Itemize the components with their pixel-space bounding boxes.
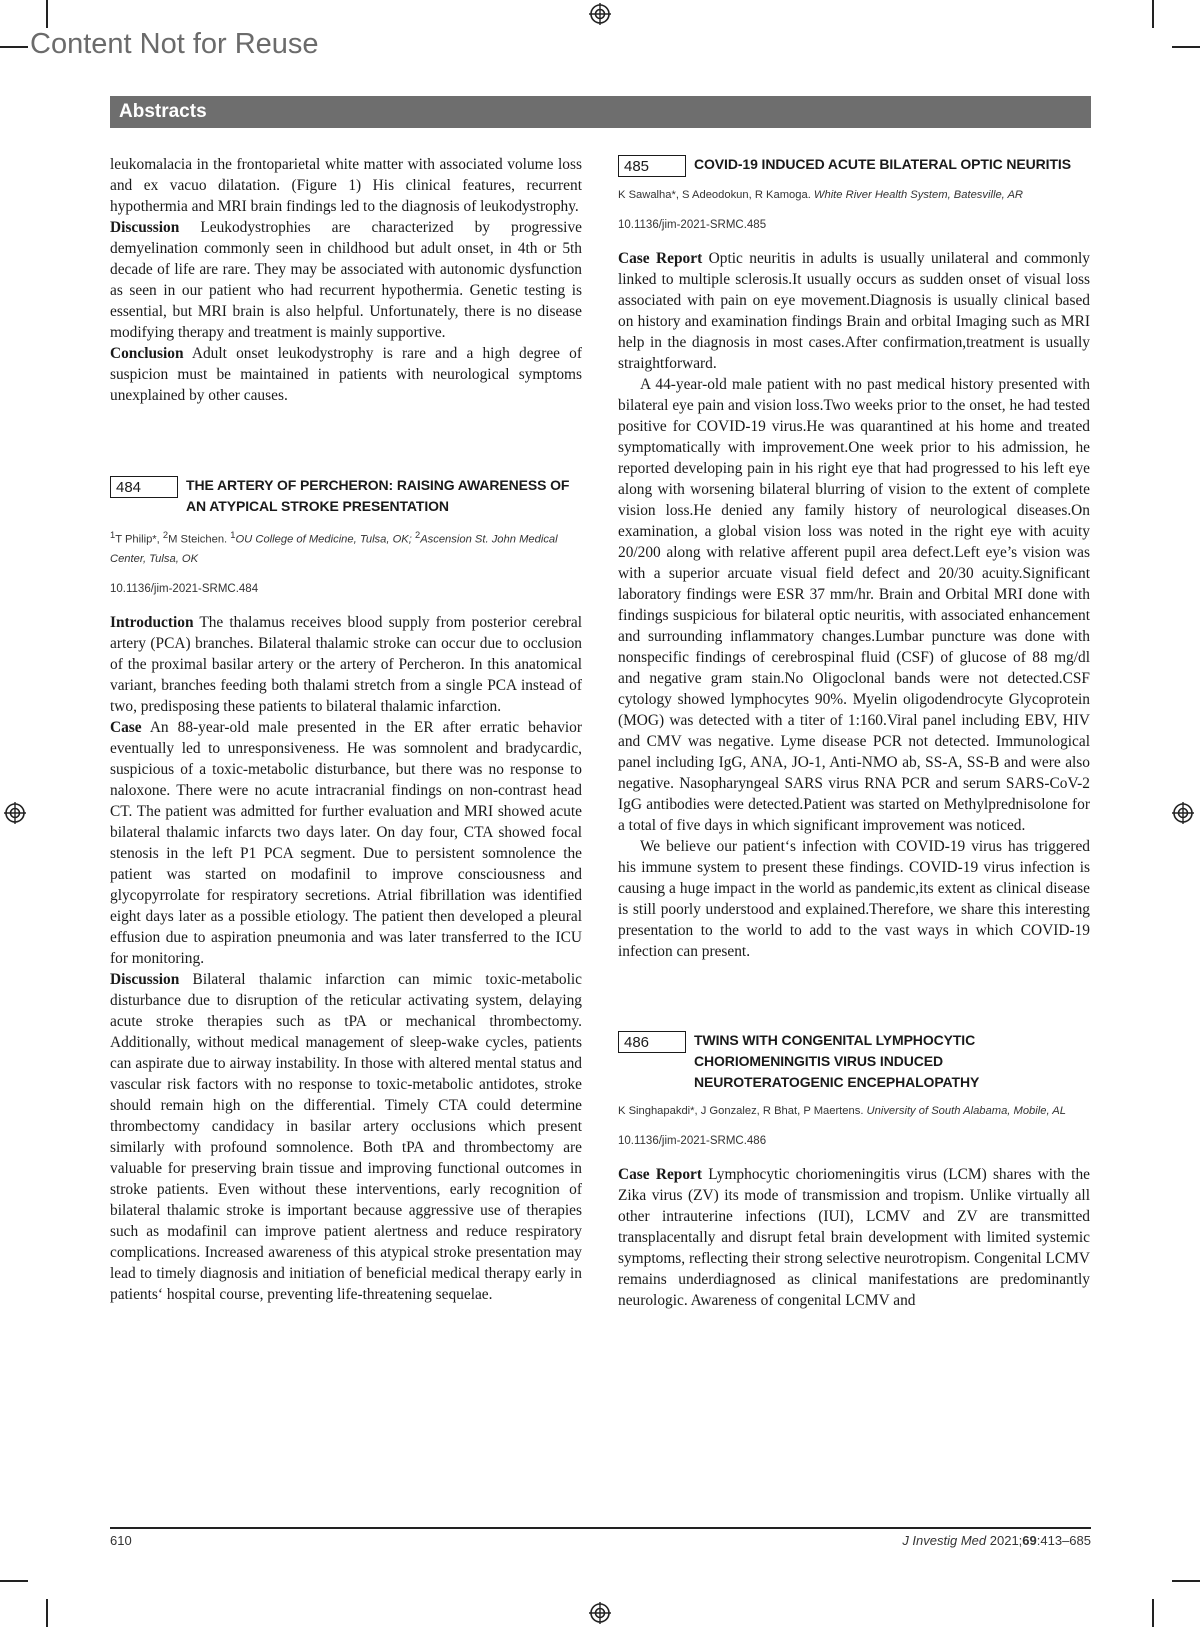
- body-paragraph: Conclusion Adult onset leukodystrophy is rare and a high degree of suspicion must be maintained in patients with neurological symptoms unexplained by other causes.: [110, 345, 582, 404]
- body-paragraph: A 44-year-old male patient with no past medical history presented with bilateral eye pain and vision loss.Two weeks prior to the onset, he had tested positive for COVID-19 virus.He was quarantined at his home and treated symptomatically with improvement.One week prior to his admission, he reported developing pain in his right eye that had progressed to his left eye along with worsening bilateral blurring of vision to the extent of complete vision loss.He denied any family history of neurological diseases.On examination, a global vision loss was noted in the right eye with acuity 20/200 along with relative afferent pupil area defect.Left eye’s vision was with a superior arcuate visual field defect and 20/30 acuity.Significant laboratory findings were ESR 37 mm/hr. Brain and Orbital MRI done with findings suspicious for bilateral optic neuritis, with associated enhancement and surrounding inflammatory changes.Lumbar puncture was done with nonspecific findings of cerebrospinal fluid (CSF) of glucose of 88 mg/dl and negative gram stain.No Oligoclonal bands were not detected.CSF cytology showed lymphocytes 90%. Myelin oligodendrocyte Glycoprotein (MOG) was detected with a titer of 1:160.Viral panel including EBV, HIV and CMV was negative. Lyme disease PCR not detected. Immunological panel including IgG, ANA, JO-1, Anti-NMO ab, SS-A, SS-B and were also negative. Nasopharyngeal SARS virus RNA PCR and serum SARS-CoV-2 IgG antibodies were detected.Patient was started on Methylprednisolone for a total of five days in which significant improvement was noticed.: [618, 376, 1090, 834]
- abstract-header: [110, 475, 582, 517]
- body-paragraph: Case Report Optic neuritis in adults is usually unilateral and commonly linked to multiple sclerosis.It usually occurs as sudden onset of visual loss associated with pain on eye movement.Diagnosis is usually clinical based on history and examination findings Brain and orbital Imaging such as MRI help in the diagnosis in most cases.After confirmation,treatment is usually straightforward.: [618, 250, 1090, 372]
- crop-mark: [1172, 46, 1200, 48]
- abstract-number: 484: [110, 476, 178, 498]
- crop-mark: [1152, 0, 1154, 28]
- abstract-header: [618, 1030, 1090, 1093]
- registration-mark-icon: [4, 802, 26, 824]
- body-paragraph: Discussion Leukodystrophies are characterized by progressive demyelination commonly seen in childhood but adult onset, in 4th or 5th decade of life are rare. They may be associated with autonomic dysfunction as seen in our patient who had recurrent hypothermia. Genetic testing is essential, but MRI brain is also helpful. Unfortunately, there is no disease modifying therapy and treatment is mainly supportive.: [110, 219, 582, 341]
- watermark: Content Not for Reuse: [30, 28, 319, 60]
- crop-mark: [1172, 1580, 1200, 1582]
- body-paragraph: Case Report Lymphocytic choriomeningitis virus (LCM) shares with the Zika virus (ZV) its mode of transmission and tropism. Unlike virtually all other intrauterine infections (IUI), LCMV and ZV are transmitted transplacentally and disrupt fetal brain development with limited systemic symptoms, reflecting their strong selective neurotropism. Congenital LCMV remains underdiagnosed as clinical manifestations are predominantly neurologic. Awareness of congenital LCMV and: [618, 1166, 1090, 1309]
- doi: 10.1136/jim-2021-SRMC.484: [110, 582, 259, 595]
- footer-rule: [110, 1527, 1091, 1529]
- abstract-number: 486: [618, 1031, 686, 1053]
- journal-citation: J Investig Med 2021;69:413–685: [902, 1533, 1091, 1548]
- body-paragraph: We believe our patient‘s infection with COVID-19 virus has triggered his immune system to present these findings. COVID-19 virus infection is causing a huge impact in the world as pandemic,its extent as clinical disease is still poorly understood and explained.Therefore, we share this interesting presentation to the world to add to the vast ways in which COVID-19 infection can present.: [618, 838, 1090, 960]
- crop-mark: [46, 0, 48, 28]
- registration-mark-icon: [589, 1602, 611, 1624]
- doi: 10.1136/jim-2021-SRMC.485: [618, 219, 767, 231]
- registration-mark-icon: [589, 3, 611, 25]
- author-list: K Sawalha*, S Adeodokun, R Kamoga. White River Health System, Batesville, AR: [618, 189, 1024, 201]
- section-title: Abstracts: [119, 101, 207, 122]
- crop-mark: [0, 1580, 28, 1582]
- abstract-title: THE ARTERY OF PERCHERON: RAISING AWARENESS OF AN ATYPICAL STROKE PRESENTATION: [186, 477, 570, 514]
- abstract-title: TWINS WITH CONGENITAL LYMPHOCYTIC CHORIOMENINGITIS VIRUS INDUCED NEUROTERATOGENIC ENCEPHALOPATHY: [694, 1032, 980, 1090]
- section-header: [110, 96, 1091, 128]
- body-paragraph: Discussion Bilateral thalamic infarction can mimic toxic-metabolic disturbance due to disruption of the reticular activating system, delaying acute stroke therapies such as tPA or mechanical thrombectomy. Additionally, without medical management of sleep-wake cycles, patients can aspirate due to airway instability. In those with altered mental status and vascular risk factors with no response to toxic-metabolic antidotes, stroke should remain high on the differential. Timely CTA could determine thrombectomy candidacy in basilar artery occlusions which present similarly with profound somnolence. Both tPA and thrombectomy are valuable for preserving brain tissue and improving functional outcomes in stroke patients. Even without these interventions, early recognition of bilateral thalamic stroke is important because aggressive use of therapies such as modafinil can improve patient alertness and reduce respiratory complications. Increased awareness of this atypical stroke presentation may lead to timely diagnosis and initiation of beneficial medical therapy early in patients‘ hospital course, preventing life-threatening sequelae.: [110, 970, 582, 1303]
- body-paragraph: Introduction The thalamus receives blood supply from posterior cerebral artery (PCA) branches. Bilateral thalamic stroke can occur due to occlusion of the proximal basilar artery or the artery of Percheron. In this anatomical variant, branches feeding both thalami stretch from a single PCA instead of two, predisposing these patients to bilateral thalamic infarction.: [110, 613, 582, 715]
- page-number: 610: [110, 1533, 132, 1548]
- abstract-number: 485: [618, 155, 686, 177]
- registration-mark-icon: [1172, 802, 1194, 824]
- abstract-title: COVID-19 INDUCED ACUTE BILATERAL OPTIC NEURITIS: [694, 156, 1071, 172]
- body-paragraph: Case An 88-year-old male presented in the ER after erratic behavior eventually led to unresponsiveness. He was somnolent and bradycardic, suspicious of a toxic-metabolic disturbance, but there was no response to naloxone. There were no acute intracranial findings on non-contrast head CT. The patient was admitted for further evaluation and MRI showed acute bilateral thalamic infarcts two days later. On day four, CTA showed focal stenosis in the left P1 PCA segment. Due to persistent somnolence the patient was started on modafinil to improve consciousness and glycopyrrolate for respiratory secretions. Atrial fibrillation was identified eight days later as a possible etiology. The patient then developed a pleural effusion due to aspiration pneumonia and was later transferred to the ICU for monitoring.: [110, 718, 582, 967]
- author-list: $^1$T Philip*, $^2$M Steichen. $^1$OU College of Medicine, Tulsa, OK; $^2$Ascension St. John Medical Center, Tulsa, OK: [110, 530, 558, 565]
- left-column: [110, 154, 582, 1305]
- doi: 10.1136/jim-2021-SRMC.486: [618, 1135, 767, 1147]
- body-paragraph: leukomalacia in the frontoparietal white matter with associated volume loss and ex vacuo dilatation. (Figure 1) His clinical features, recurrent hypothermia and MRI brain findings led to the diagnosis of leukodystrophy.: [110, 156, 582, 215]
- crop-mark: [46, 1599, 48, 1627]
- right-column: [618, 154, 1090, 1311]
- crop-mark: [0, 46, 28, 48]
- author-list: K Singhapakdi*, J Gonzalez, R Bhat, P Maertens. University of South Alabama, Mobile, AL: [618, 1105, 1066, 1117]
- crop-mark: [1152, 1599, 1154, 1627]
- abstract-header: [618, 154, 1090, 177]
